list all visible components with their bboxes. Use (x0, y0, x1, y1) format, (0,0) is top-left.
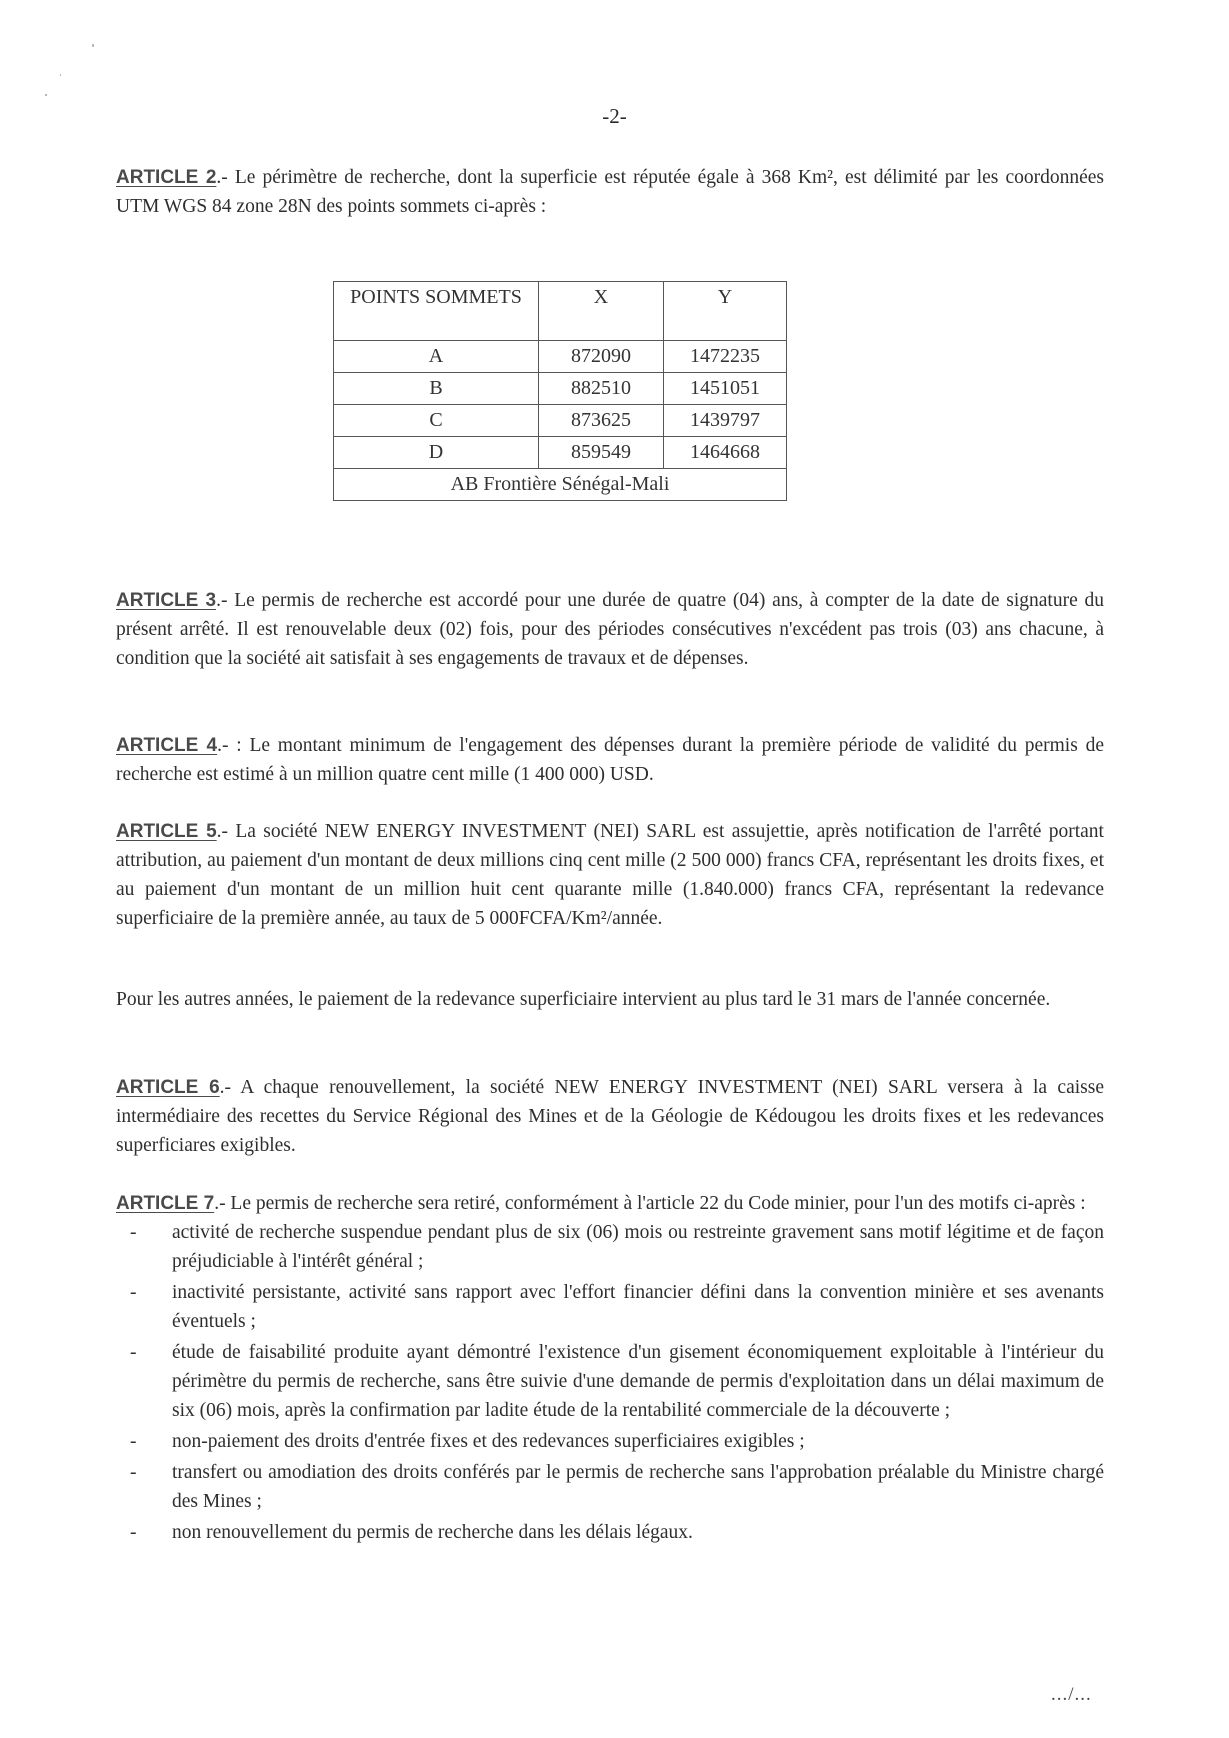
cell-x: 873625 (539, 405, 664, 437)
scan-speck (45, 94, 47, 96)
dash-bullet: - (130, 1522, 137, 1543)
article-6-text: .- A chaque renouvellement, la société NEW ENERGY INVESTMENT (NEI) SARL versera à la caisse intermédiaire des recettes du Service Régional des Mines et de la Géologie de Kédougou les droits fixes et les redevances superficiares exigibles. (116, 1077, 1104, 1156)
article-5-label: ARTICLE 5 (116, 821, 217, 842)
header-points: POINTS SOMMETS (334, 282, 539, 341)
list-item-text: non-paiement des droits d'entrée fixes et des redevances superficiaires exigibles ; (172, 1431, 805, 1452)
header-y: Y (664, 282, 787, 341)
scan-speck (92, 44, 94, 47)
list-item (116, 1427, 1104, 1456)
list-item (116, 1518, 1104, 1547)
cell-y: 1439797 (664, 405, 787, 437)
table-row (334, 405, 787, 437)
table-row (334, 437, 787, 469)
list-item-text: étude de faisabilité produite ayant démontré l'existence d'un gisement économiquement exploitable à l'intérieur du périmètre du permis de recherche, sans être suivie d'une demande de permis d'exploitation dans un délai maximum de six (06) mois, après la confirmation par ladite étude de la rentabilité commerciale de la découverte ; (172, 1342, 1104, 1421)
article-7 (116, 1189, 1104, 1549)
cell-x: 859549 (539, 437, 664, 469)
withdrawal-reasons-list (116, 1218, 1104, 1547)
list-item (116, 1458, 1104, 1516)
list-item-text: non renouvellement du permis de recherche dans les délais légaux. (172, 1522, 693, 1543)
dash-bullet: - (130, 1462, 137, 1483)
article-3-text: .- Le permis de recherche est accordé pour une durée de quatre (04) ans, à compter de la date de signature du présent arrêté. Il est renouvelable deux (02) fois, pour des périodes consécutives n'excédent pas trois (03) ans chacune, à condition que la société ait satisfait à ses engagements de travaux et de dépenses. (116, 590, 1104, 669)
article-6 (116, 1073, 1104, 1160)
cell-x: 882510 (539, 373, 664, 405)
table-row (334, 373, 787, 405)
cell-y: 1451051 (664, 373, 787, 405)
list-item (116, 1218, 1104, 1276)
cell-border-note: AB Frontière Sénégal-Mali (334, 469, 787, 501)
dash-bullet: - (130, 1431, 137, 1452)
page-number: -2- (602, 104, 627, 128)
dash-bullet: - (130, 1342, 137, 1363)
dash-bullet: - (130, 1222, 137, 1243)
article-6-label: ARTICLE 6 (116, 1077, 220, 1098)
article-2-label: ARTICLE 2 (116, 167, 217, 188)
continuation-marker: .../... (1051, 1684, 1092, 1705)
list-item-text: transfert ou amodiation des droits conférés par le permis de recherche sans l'approbation préalable du Ministre chargé des Mines ; (172, 1462, 1104, 1512)
article-5-text-2: Pour les autres années, le paiement de la redevance superficiaire intervient au plus tard le 31 mars de l'année concernée. (116, 989, 1051, 1010)
dash-bullet: - (130, 1282, 137, 1303)
article-4-text: .- : Le montant minimum de l'engagement des dépenses durant la première période de validité du permis de recherche est estimé à un million quatre cent mille (1 400 000) USD. (116, 735, 1104, 785)
article-7-text: .- Le permis de recherche sera retiré, conformément à l'article 22 du Code minier, pour l'un des motifs ci-après : (214, 1193, 1086, 1214)
article-2-text: .- Le périmètre de recherche, dont la superficie est réputée égale à 368 Km², est délimité par les coordonnées UTM WGS 84 zone 28N des points sommets ci-après : (116, 167, 1104, 217)
coordinates-table (333, 281, 787, 501)
cell-y: 1464668 (664, 437, 787, 469)
list-item (116, 1338, 1104, 1425)
article-7-label: ARTICLE 7 (116, 1193, 215, 1214)
cell-point: B (334, 373, 539, 405)
article-2 (116, 163, 1104, 221)
list-item-text: activité de recherche suspendue pendant plus de six (06) mois ou restreinte gravement sans motif légitime et de façon préjudiciable à l'intérêt général ; (172, 1222, 1104, 1272)
cell-x: 872090 (539, 341, 664, 373)
article-3-label: ARTICLE 3 (116, 590, 217, 611)
cell-point: A (334, 341, 539, 373)
header-x: X (539, 282, 664, 341)
article-4-label: ARTICLE 4 (116, 735, 218, 756)
table-row (334, 341, 787, 373)
list-item (116, 1278, 1104, 1336)
article-3 (116, 586, 1104, 673)
list-item-text: inactivité persistante, activité sans rapport avec l'effort financier défini dans la convention minière et ses avenants éventuels ; (172, 1282, 1104, 1332)
article-4 (116, 731, 1104, 789)
table-header-row (334, 282, 787, 341)
article-5 (116, 817, 1104, 933)
cell-point: D (334, 437, 539, 469)
cell-y: 1472235 (664, 341, 787, 373)
table-footer-row (334, 469, 787, 501)
scan-speck (60, 74, 61, 76)
cell-point: C (334, 405, 539, 437)
article-5-paragraph-2 (116, 985, 1104, 1014)
article-5-text: .- La société NEW ENERGY INVESTMENT (NEI) SARL est assujettie, après notification de l'arrêté portant attribution, au paiement d'un montant de deux millions cinq cent mille (2 500 000) francs CFA, représentant les droits fixes, et au paiement d'un montant de un million huit cent quarante mille (1.840.000) francs CFA, représentant la redevance superficiaire de la première année, au taux de 5 000FCFA/Km²/année. (116, 821, 1104, 929)
